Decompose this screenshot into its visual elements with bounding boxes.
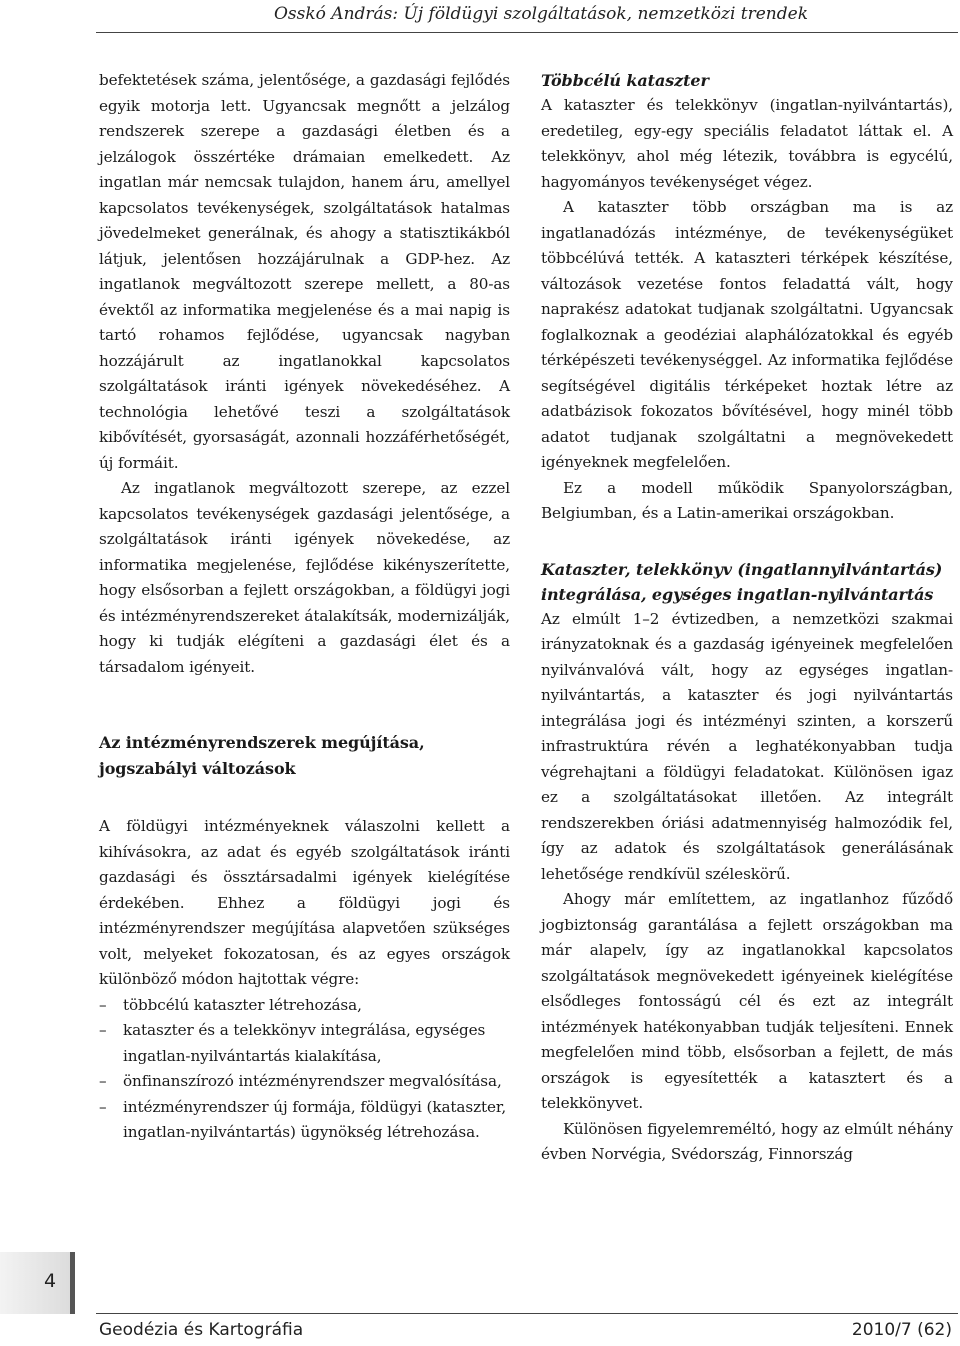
issue-number: 2010/7 (62) xyxy=(851,1320,952,1340)
header-rule xyxy=(96,32,958,33)
footer-rule xyxy=(96,1313,958,1314)
right-paragraph-6: Különösen figyelemreméltó, hogy az elmúlt néhány évben Norvégia, Svédország, Finnország xyxy=(541,1119,953,1163)
list-item xyxy=(99,1018,510,1069)
right-column xyxy=(541,68,953,1168)
list-item xyxy=(99,1095,510,1146)
list-item xyxy=(99,1069,510,1095)
list-dash: – xyxy=(99,1097,107,1116)
page-tab xyxy=(0,1252,75,1314)
journal-name: Geodézia és Kartográfia xyxy=(99,1320,304,1340)
list-item-text: önfinanszírozó intézményrendszer megvalósítása, xyxy=(123,1072,502,1090)
subheading-integration: Kataszter, telekkönyv (ingatlannyilvántartás) integrálása, egységes ingatlan-nyilvántartás xyxy=(541,559,943,604)
right-paragraph-1: A kataszter és telekkönyv (ingatlan-nyilvántartás), eredetileg, egy-egy speciális feladatot láttak el. A telekkönyv, ahol még létezik, továbbra is egycélú, hagyományos tevékenységet végez. xyxy=(541,96,953,191)
list-dash: – xyxy=(99,1021,107,1039)
list-item xyxy=(99,993,510,1019)
right-paragraph-2: A kataszter több országban ma is az ingatlanadózás intézménye, de tevékenységüket többcélúvá tették. A kataszteri térképek készítése, változások vezetése fontos feladattá vált, hogy naprakész adatokat tudjanak szolgáltatni. Ugyancsak foglalkoznak a geodéziai alaphálózatokkal és egyéb térképészeti tevékenységgel. Az informatika fejlődése segítségével digitális térképeket hoztak létre az adatbázisok fokozatos bővítésével, hogy minél több adatot tudjanak szolgáltatni a megnövekedett igényeknek megfelelően. xyxy=(541,198,953,471)
left-paragraph-3: A földügyi intézményeknek válaszolni kellett a kihívásokra, az adat és egyéb szolgáltatások iránti gazdasági és össztársadalmi igények kielégítése érdekében. Ehhez a földügyi jogi és intézményrendszer megújítása alapvetően szükséges volt, melyeket fokozatosan, és az egyes országok különböző módon hajtottak végre: xyxy=(99,817,510,988)
right-paragraph-4: Az elmúlt 1–2 évtizedben, a nemzetközi szakmai irányzatoknak és a gazdaság igényeinek megfelelően nyilvánvalóvá vált, hogy az egységes ingatlan-nyilvántartás, a kataszter és jogi nyilvántartás integrálása jogi és intézményi szinten, a korszerű infrastruktúra révén a leghatékonyabban tudja végrehajtani a földügyi feladatokat. Különösen igaz ez a szolgáltatásokat illetően. Az integrált rendszerekben óriási adatmennyiség halmozódik fel, így az adatok és szolgáltatások generálásának lehetősége rendkívül széleskörű. xyxy=(541,609,953,883)
page-number: 4 xyxy=(44,1270,57,1292)
right-paragraph-3: Ez a modell működik Spanyolországban, Belgiumban, és a Latin-amerikai országokban. xyxy=(541,478,953,522)
subheading-multipurpose-cadastre: Többcélú kataszter xyxy=(541,71,709,90)
dash-list xyxy=(99,993,510,1146)
left-paragraph-2: Az ingatlanok megváltozott szerepe, az ezzel kapcsolatos tevékenységek gazdasági jelentősége, a szolgáltatások iránti igények növekedése, az informatika megjelenése, fejlődése kikényszerítette, hogy elsősorban a fejlett országokban, a földügyi jogi és intézményrendszereket átalakítsák, modernizálják, hogy ki tudják elégíteni a gazdasági élet és a társadalom igényeit. xyxy=(99,479,510,676)
list-item-text: intézményrendszer új formája, földügyi (kataszter, ingatlan-nyilvántartás) ügynökség létrehozása. xyxy=(123,1097,507,1141)
list-item-text: többcélú kataszter létrehozása, xyxy=(123,995,362,1014)
left-column xyxy=(99,68,510,1146)
left-paragraph-1: befektetések száma, jelentősége, a gazdasági fejlődés egyik motorja lett. Ugyancsak megnőtt a jelzálog rendszerek szerepe a gazdasági életben és a jelzálogok összértéke drámaian emelkedett. Az ingatlan már nemcsak tulajdon, hanem áru, amellyel kapcsolatos tevékenységek, szolgáltatások hatalmas jövedelmeket generálnak, és ahogy a statisztikákból látjuk, jelentősen hozzájárulnak a GDP-hez. Az ingatlanok megváltozott szerepe mellett, a 80-as évektől az informatika megjelenése és a mai napig is tartó rohamos fejlődése, ugyancsak nagyban hozzájárult az ingatlanokkal kapcsolatos szolgáltatások iránti igények növekedéséhez. A technológia lehetővé teszi a szolgáltatások kibővítését, gyorsaságát, azonnali hozzáférhetőségét, új formáit. xyxy=(99,71,510,472)
list-dash: – xyxy=(99,1072,107,1090)
list-dash: – xyxy=(99,995,107,1014)
list-item-text: kataszter és a telekkönyv integrálása, egységes ingatlan-nyilvántartás kialakítása, xyxy=(123,1021,486,1065)
running-head: Osskó András: Új földügyi szolgáltatások, nemzetközi trendek xyxy=(273,4,808,24)
section-heading: Az intézményrendszerek megújítása, jogszabályi változások xyxy=(99,733,425,778)
right-paragraph-5: Ahogy már említettem, az ingatlanhoz fűződő jogbiztonság garantálása a fejlett országokban ma már alapelv, így az ingatlanokkal kapcsolatos szolgáltatások megnövekedett igényeinek kielégítése elsődleges fontosságú cél és ezt az integrált intézmények hatékonyabban tudják teljesíteni. Ennek megfelelően mind több, elsősorban a fejlett, de más országok is egyesítették a katasztert és a telekkönyvet. xyxy=(541,890,953,1112)
